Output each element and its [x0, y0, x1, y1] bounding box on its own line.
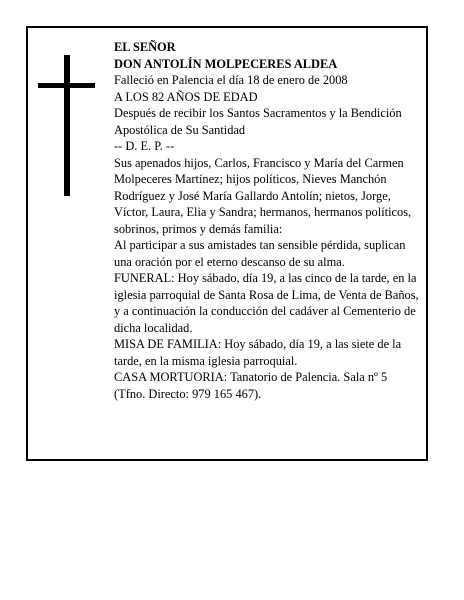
prayer-request: Al participar a sus amistades tan sensible pérdida, suplican una oración por el eterno descanso de su alma. — [114, 238, 406, 269]
age-statement: A LOS 82 AÑOS DE EDAD — [114, 89, 258, 104]
title-line-1: EL SEÑOR — [114, 40, 176, 54]
deceased-name: DON ANTOLÍN MOLPECERES ALDEA — [114, 56, 338, 71]
cross-horizontal-bar — [38, 83, 95, 88]
family-mass-details: MISA DE FAMILIA: Hoy sábado, día 19, a las siete de la tarde, en la misma iglesia parroquial. — [114, 337, 402, 368]
obituary-text — [114, 39, 420, 402]
funeral-home-details: CASA MORTUORIA: Tanatorio de Palencia. Sala nº 5 (Tfno. Directo: 979 165 467). — [114, 370, 388, 401]
rip-line: -- D. E. P. -- — [114, 139, 175, 153]
funeral-details: FUNERAL: Hoy sábado, día 19, a las cinco de la tarde, en la iglesia parroquial de Santa Rosa de Lima, de Venta de Baños, y a continuación la conducción del cadáver al Cementerio de dicha localidad. — [114, 271, 419, 335]
death-statement: Falleció en Palencia el día 18 de enero de 2008 — [114, 73, 348, 87]
family-paragraph: Sus apenados hijos, Carlos, Francisco y María del Carmen Molpeceres Martínez; hijos políticos, Nieves Manchón Rodríguez y José María Gallardo Antolín; nietos, Jorge, Víctor, Laura, Elia y Sandra; hermanos, hermanos políticos, sobrinos, primos y demás familia: — [114, 155, 412, 236]
cross-vertical-bar — [64, 55, 70, 196]
sacraments-statement: Después de recibir los Santos Sacramentos y la Bendición Apostólica de Su Santidad — [114, 106, 402, 137]
